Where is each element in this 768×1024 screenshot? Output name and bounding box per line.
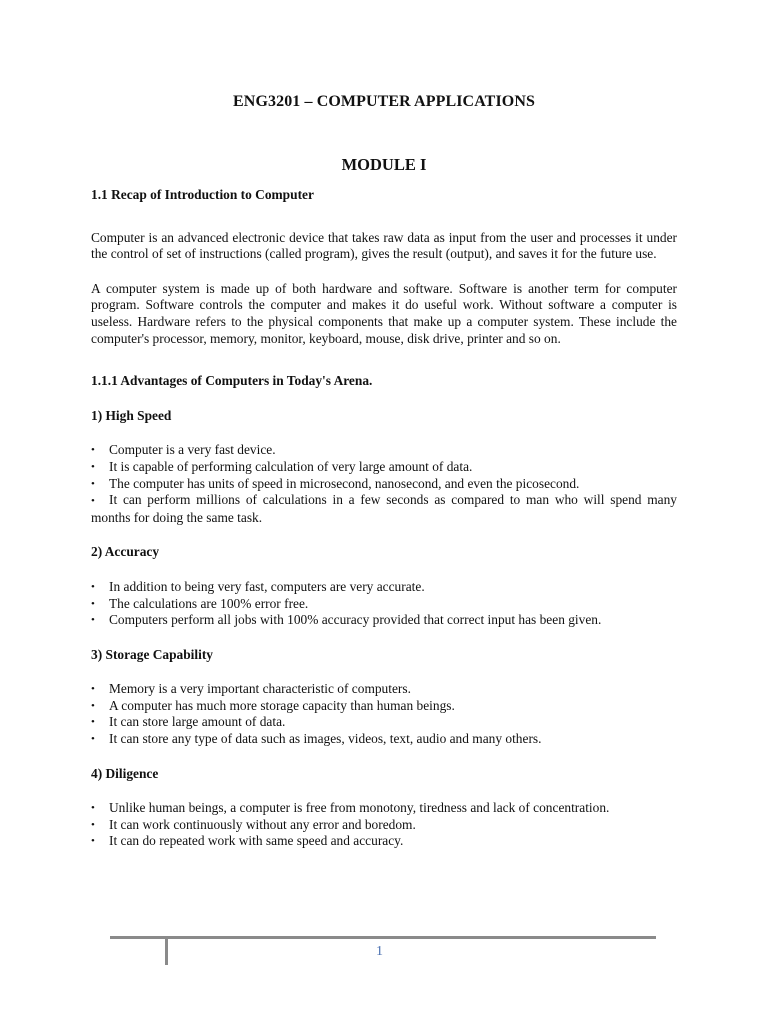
list-item: • Memory is a very important characteristic of computers. [91,681,411,697]
section-heading-1-1: 1.1 Recap of Introduction to Computer [91,187,314,202]
page-number: 1 [376,944,383,959]
advantage-heading-high-speed: 1) High Speed [91,407,172,423]
list-item: • The computer has units of speed in microsecond, nanosecond, and even the picosecond. [91,475,580,491]
advantage-heading-accuracy: 2) Accuracy [91,544,160,560]
bullet-icon: • [91,597,95,610]
bullet-icon: • [91,683,95,696]
bullet-icon: • [91,495,95,508]
list-item: • Unlike human beings, a computer is free from monotony, tiredness and lack of concentration. [91,800,610,816]
advantage-heading-storage: 3) Storage Capability [91,646,213,662]
list-item: • It can store any type of data such as images, videos, text, audio and many others. [91,731,542,747]
bullet-icon: • [91,460,95,473]
list-item: • In addition to being very fast, computers are very accurate. [91,578,425,594]
list-item: • A computer has much more storage capacity than human beings. [91,697,455,713]
bullet-icon: • [91,802,95,815]
high-speed-list [91,442,677,526]
advantage-heading-diligence: 4) Diligence [91,765,159,781]
section-heading-1-1-1: 1.1.1 Advantages of Computers in Today's Arena. [91,373,373,389]
list-item: • The calculations are 100% error free. [91,595,309,611]
bullet-icon: • [91,580,95,593]
document-body [91,187,677,850]
bullet-icon: • [91,614,95,627]
bullet-icon: • [91,818,95,831]
module-title: MODULE I [341,155,427,174]
list-item: • It is capable of performing calculation of very large amount of data. [91,458,473,474]
bullet-icon: • [91,733,95,746]
list-item: • It can work continuously without any error and boredom. [91,816,416,832]
bullet-icon: • [91,477,95,490]
list-item: • It can do repeated work with same speed and accuracy. [91,833,404,849]
course-title: ENG3201 – COMPUTER APPLICATIONS [233,93,535,110]
bullet-icon: • [91,835,95,848]
list-item: • It can perform millions of calculations in a few seconds as compared to man who will spend many months for doing the same task. [91,492,677,525]
list-item: • Computer is a very fast device. [91,442,276,458]
list-item: • It can store large amount of data. [91,714,286,730]
paragraph-computer-system: A computer system is made up of both hardware and software. Software is another term for computer program. Software controls the computer and makes it do useful work. Without software a computer is useless. Hardware refers to the physical components that make up a computer system. These include the computer's processor, memory, monitor, keyboard, mouse, disk drive, printer and so on. [91,280,677,346]
list-item: • Computers perform all jobs with 100% accuracy provided that correct input has been given. [91,612,602,628]
bullet-icon: • [91,716,95,729]
footer-divider [110,936,656,939]
bullet-icon: • [91,699,95,712]
storage-list [91,681,677,747]
diligence-list [91,800,677,850]
paragraph-computer-definition: Computer is an advanced electronic device that takes raw data as input from the user and processes it under the control of set of instructions (called program), gives the result (output), and saves it for the future use. [91,229,677,262]
footer-divider-tick [165,939,168,965]
accuracy-list [91,579,677,629]
bullet-icon: • [91,444,95,457]
